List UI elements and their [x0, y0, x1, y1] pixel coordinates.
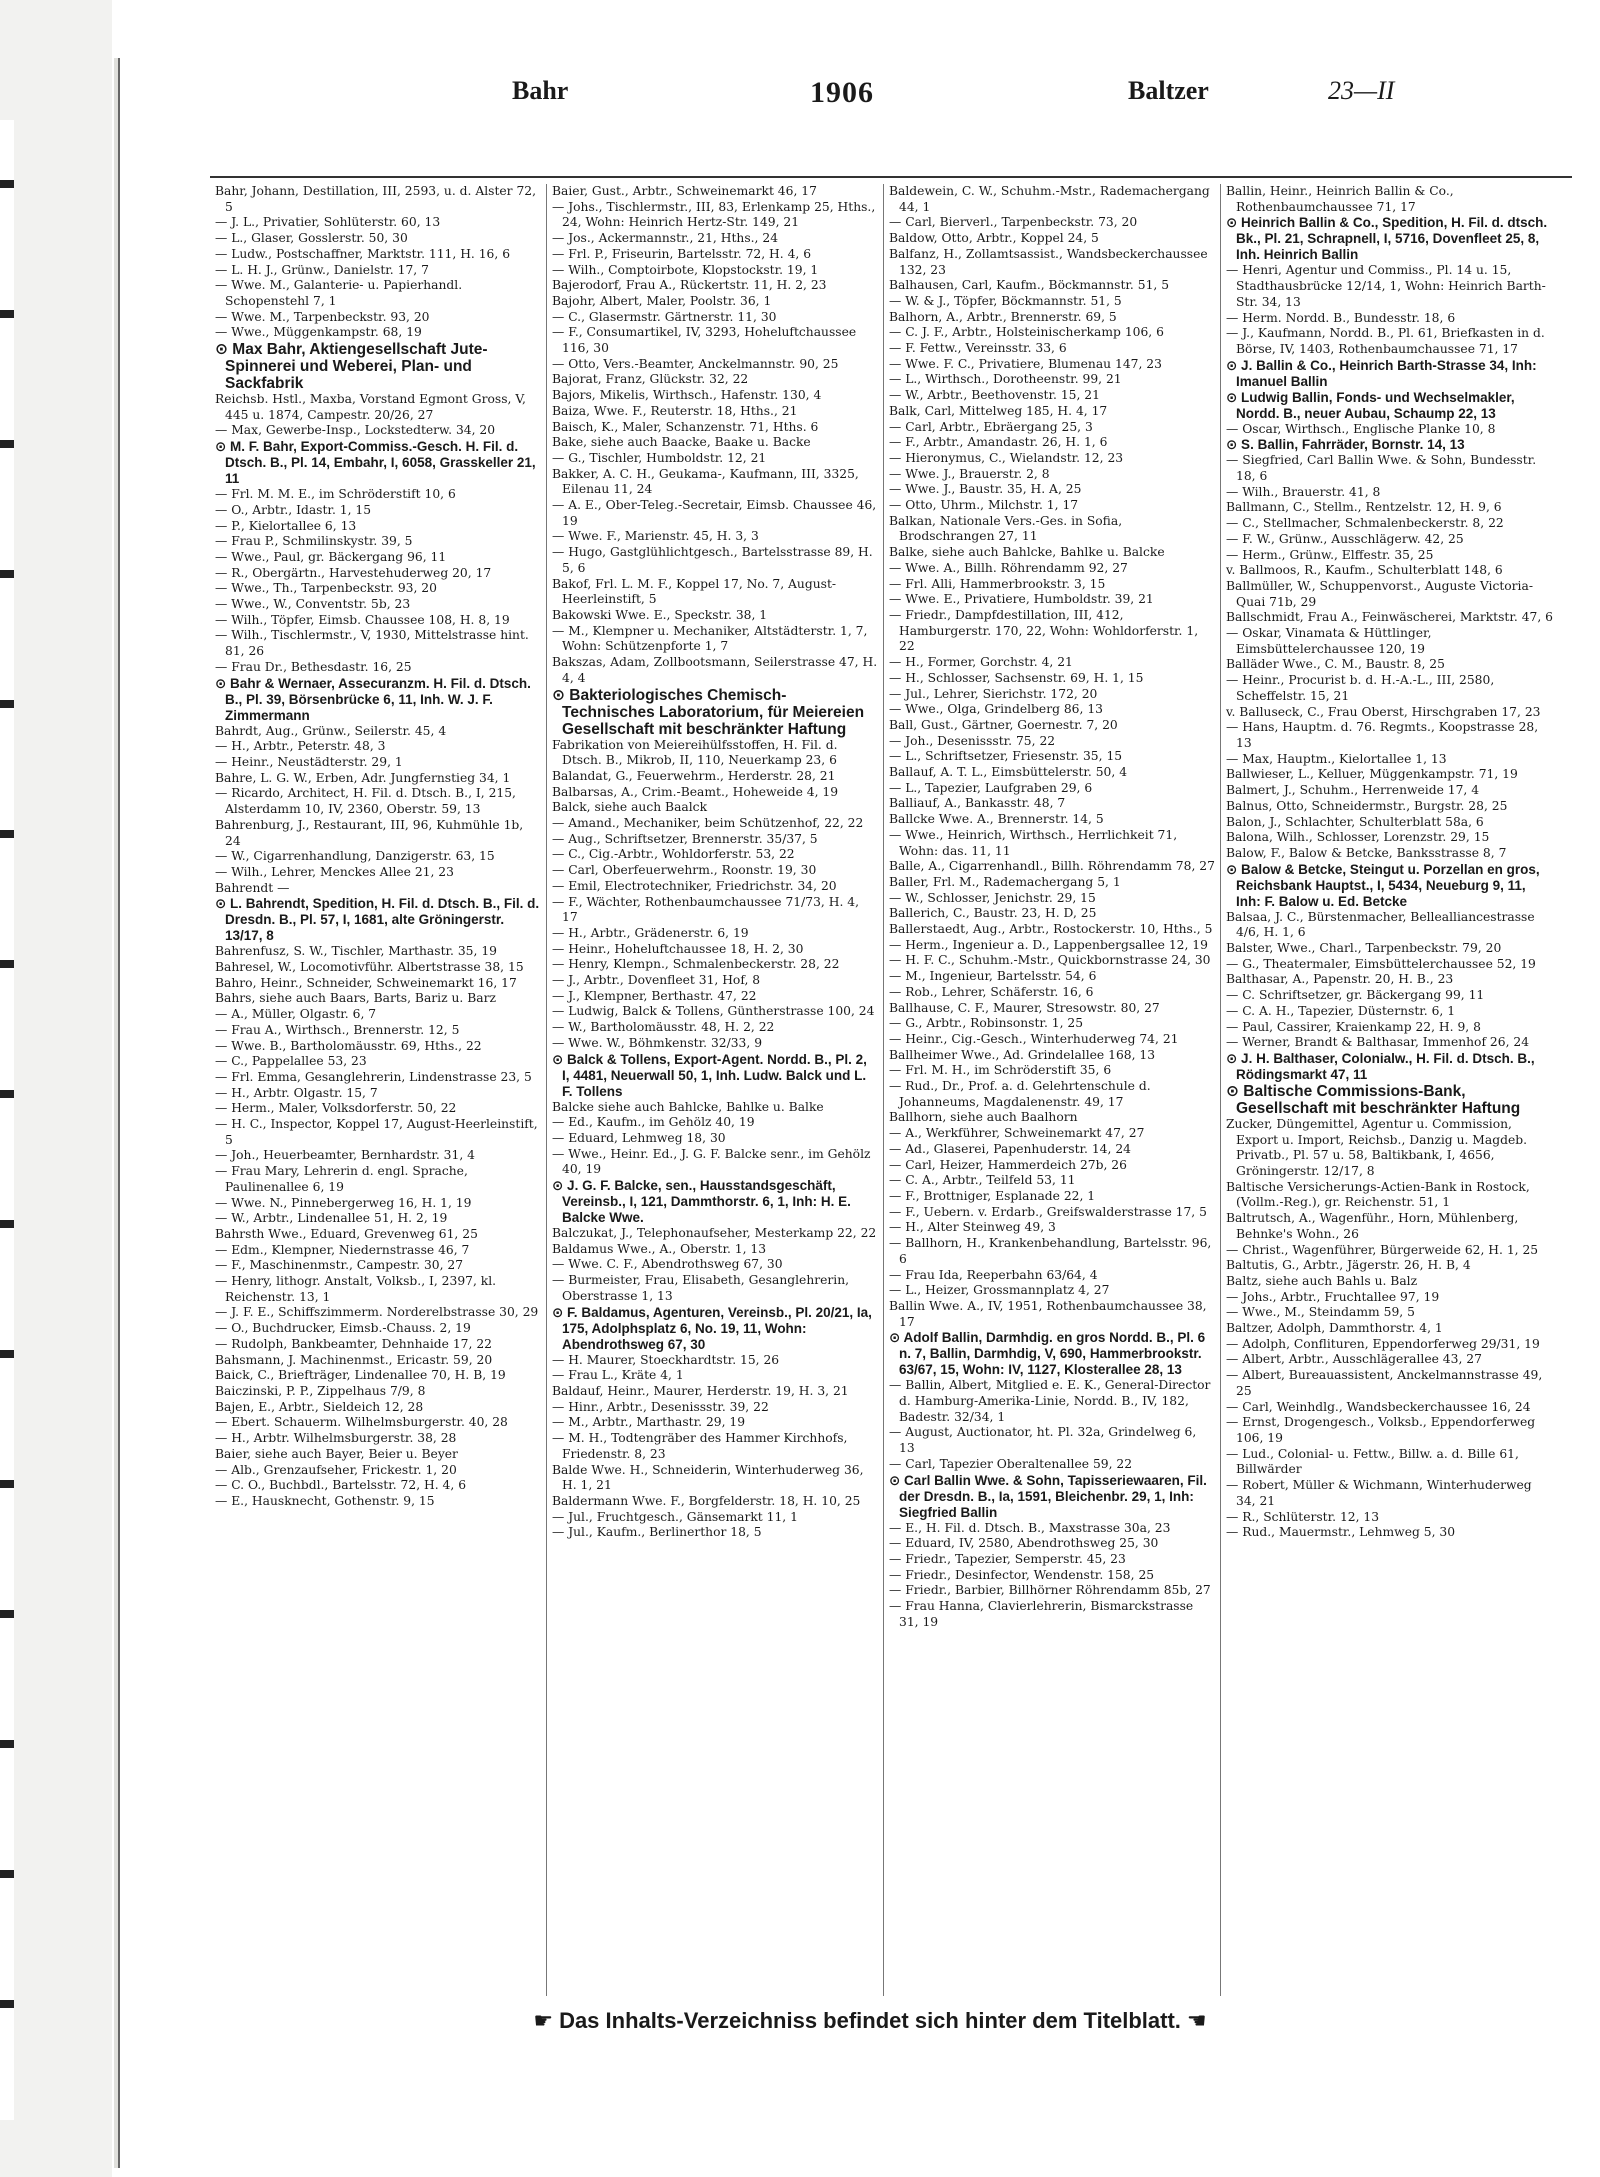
directory-entry: Reichsb. Hstl., Maxba, Vorstand Egmont Gross, V, 445 u. 1874, Campestr. 20/26, 27 [215, 392, 526, 422]
scan-margin [0, 0, 112, 2177]
directory-entry: ⊙ F. Baldamus, Agenturen, Vereinsb., Pl. 20/21, Ia, 175, Adolphsplatz 6, No. 19, 11, Wohn: Abendrothsweg 67, 30 [552, 1304, 872, 1352]
directory-entry: — Carl, Oberfeuerwehrm., Roonstr. 19, 30 [552, 863, 817, 878]
directory-entry: Ballerstaedt, Aug., Arbtr., Rostockerstr. 10, Hths., 5 [889, 922, 1213, 937]
directory-entry: — Burmeister, Frau, Elisabeth, Gesanglehrerin, Oberstrasse 1, 13 [552, 1273, 850, 1303]
directory-entry: — H., Former, Gorchstr. 4, 21 [889, 655, 1073, 670]
directory-entry: Balkan, Nationale Vers.-Ges. in Sofia, Brodschrangen 27, 11 [889, 513, 1123, 544]
directory-entry: — Herm., Maler, Volksdorferstr. 50, 22 [215, 1101, 457, 1116]
directory-entry: — F., Consumartikel, IV, 3293, Hoheluftchaussee 116, 30 [552, 325, 857, 356]
directory-entry: — Wwe., Paul, gr. Bäckergang 96, 11 [215, 549, 447, 564]
directory-entry: — W. & J., Töpfer, Böckmannstr. 51, 5 [889, 293, 1122, 308]
directory-entry: — Wwe., Olga, Grindelberg 86, 13 [889, 702, 1103, 717]
directory-entry: Ballmann, C., Stellm., Rentzelstr. 12, H. 9, 6 [1226, 500, 1502, 515]
directory-entry: Balfanz, H., Zollamtsassist., Wandsbeckerchaussee 132, 23 [889, 246, 1208, 277]
directory-entry: Bajerodorf, Frau A., Rückertstr. 11, H. 2, 23 [552, 278, 827, 293]
directory-entry: — Eduard, Lehmweg 18, 30 [552, 1130, 726, 1145]
directory-entry: — Ballhorn, H., Krankenbehandlung, Bartelsstr. 96, 6 [889, 1236, 1212, 1266]
directory-entry: Balcke siehe auch Bahlcke, Bahlke u. Balke [552, 1099, 824, 1114]
directory-entry: — L., Schriftsetzer, Friesenstr. 35, 15 [889, 749, 1123, 764]
directory-entry: — Oscar, Wirthsch., Englische Planke 10, 8 [1226, 421, 1496, 436]
column-4 [1221, 184, 1558, 1996]
directory-entry: — W., Bartholomäusstr. 48, H. 2, 22 [552, 1020, 775, 1035]
directory-entry: — C., Pappelallee 53, 23 [215, 1054, 367, 1069]
directory-entry: — Frau A., Wirthsch., Brennerstr. 12, 5 [215, 1022, 460, 1037]
directory-entry: Bahrendt — [215, 880, 290, 895]
directory-entry: Ballmüller, W., Schuppenvorst., Auguste Victoria-Quai 71b, 29 [1226, 578, 1533, 609]
directory-entry: — H. F. C., Schuhm.-Mstr., Quickbornstrasse 24, 30 [889, 953, 1211, 968]
header-rule [210, 176, 1572, 178]
directory-entry: — O., Arbtr., Idastr. 1, 15 [215, 502, 372, 517]
directory-entry: — L., Glaser, Gosslerstr. 50, 30 [215, 231, 408, 246]
directory-entry: Bake, siehe auch Baacke, Baake u. Backe [552, 435, 811, 450]
directory-entry: — C., Stellmacher, Schmalenbeckerstr. 8, 22 [1226, 516, 1504, 531]
directory-entry: — P., Kielortallee 6, 13 [215, 518, 357, 533]
directory-entry: Baldauf, Heinr., Maurer, Herderstr. 19, H. 3, 21 [552, 1384, 849, 1398]
directory-entry: — L., Tapezier, Laufgraben 29, 6 [889, 780, 1093, 795]
directory-entry: Bajohr, Albert, Maler, Poolstr. 36, 1 [552, 293, 772, 308]
directory-entry: — Wwe. M., Galanterie- u. Papierhandl. Schopenstehl 7, 1 [215, 278, 463, 308]
directory-entry: — H. Maurer, Stoeckhardtstr. 15, 26 [552, 1352, 780, 1367]
directory-entry: — Jul., Kaufm., Berlinerthor 18, 5 [552, 1525, 762, 1540]
directory-entry: Balliauf, A., Bankasstr. 48, 7 [889, 796, 1066, 811]
directory-entry: — Heinr., Neustädterstr. 29, 1 [215, 754, 403, 769]
directory-entry: — Wwe., Th., Tarpenbeckstr. 93, 20 [215, 581, 437, 596]
directory-entry: — Herm., Ingenieur a. D., Lappenbergsallee 12, 19 [889, 937, 1208, 952]
directory-entry: — G., Arbtr., Robinsonstr. 1, 25 [889, 1016, 1084, 1031]
directory-entry: — F., Brottniger, Esplanade 22, 1 [889, 1189, 1096, 1203]
directory-entry: — Wilh., Comptoirbote, Klopstockstr. 19, 1 [552, 262, 819, 277]
footer-text: Das Inhalts-Verzeichniss befindet sich hinter dem Titelblatt. [559, 2008, 1181, 2033]
directory-entry: Balnus, Otto, Schneidermstr., Burgstr. 28, 25 [1226, 798, 1508, 813]
directory-entry: — Wwe., M., Steindamm 59, 5 [1226, 1305, 1415, 1320]
directory-entry: — H. C., Inspector, Koppel 17, August-Heerleinstift, 5 [215, 1117, 538, 1147]
directory-entry: — M., Klempner u. Mechaniker, Altstädterstr. 1, 7, Wohn: Schützenpforte 1, 7 [552, 623, 868, 654]
directory-entry: ⊙ L. Bahrendt, Spedition, H. Fil. d. Dtsch. B., Fil. d. Dresdn. B., Pl. 57, I, 1681, alte Gröningerstr. 13/17, 8 [215, 896, 540, 944]
directory-entry: Bakowski Wwe. E., Speckstr. 38, 1 [552, 607, 768, 622]
directory-entry: Bakszas, Adam, Zollbootsmann, Seilerstrasse 47, H. 4, 4 [552, 655, 878, 685]
directory-entry: Bahrs, siehe auch Baars, Barts, Bariz u. Barz [215, 991, 496, 1006]
directory-entry: Balona, Wilh., Schlosser, Lorenzstr. 29, 15 [1226, 830, 1490, 845]
directory-entry: — H., Arbtr., Peterstr. 48, 3 [215, 739, 386, 754]
directory-entry: — Friedr., Barbier, Billhörner Röhrendamm 85b, 27 [889, 1583, 1211, 1598]
directory-entry: — Otto, Vers.-Beamter, Anckelmannstr. 90, 25 [552, 356, 839, 371]
directory-entry: Ballschmidt, Frau A., Feinwäscherei, Marktstr. 47, 6 [1226, 610, 1553, 625]
directory-entry: — Hans, Hauptm. d. 76. Regmts., Koopstrasse 28, 13 [1226, 720, 1539, 750]
directory-entry: — C. A., Arbtr., Teilfeld 53, 11 [889, 1173, 1076, 1188]
directory-entry: Zucker, Düngemittel, Agentur u. Commission, Export u. Import, Reichsb., Danzig u. Magdeb. Privatb., Pl. 57 u. 58, Baltikbank, I, 4656, Gröningerstr. 12/17, 8 [1226, 1116, 1528, 1179]
directory-entry: — Ludwig, Balck & Tollens, Güntherstrasse 100, 24 [552, 1004, 875, 1019]
directory-entry: — A., Müller, Olgastr. 6, 7 [215, 1007, 377, 1022]
directory-entry: — Wwe., W., Conventstr. 5b, 23 [215, 597, 411, 612]
directory-entry: — Carl, Bierverl., Tarpenbeckstr. 73, 20 [889, 215, 1138, 230]
directory-entry: — Wwe. F., Marienstr. 45, H. 3, 3 [552, 529, 759, 544]
directory-entry: — Oskar, Vinamata & Hüttlinger, Eimsbüttelerchaussee 120, 19 [1226, 626, 1432, 656]
directory-entry: ⊙ Heinrich Ballin & Co., Spedition, H. Fil. d. dtsch. Bk., Pl. 21, Schrapnell, I, 5716, Dovenfleet 25, 8, Inh. Heinrich Ballin [1226, 215, 1548, 263]
directory-entry: Bakker, A. C. H., Geukama-, Kaufmann, III, 3325, Eilenau 11, 24 [552, 466, 859, 497]
directory-columns [210, 184, 1574, 1996]
directory-entry: Baisch, K., Maler, Schanzenstr. 71, Hths. 6 [552, 419, 819, 434]
directory-entry: — W., Schlosser, Jenichstr. 29, 15 [889, 890, 1096, 905]
directory-entry: Balhausen, Carl, Kaufm., Böckmannstr. 51, 5 [889, 278, 1170, 293]
directory-entry: — H., Schlosser, Sachsenstr. 69, H. 1, 15 [889, 670, 1144, 685]
directory-entry: v. Ballmoos, R., Kaufm., Schulterblatt 148, 6 [1226, 563, 1503, 578]
directory-entry: — Wwe. W., Böhmkenstr. 32/33, 9 [552, 1035, 763, 1050]
directory-entry: Balon, J., Schlachter, Schulterblatt 58a, 6 [1226, 814, 1484, 829]
directory-entry: — L., Wirthsch., Dorotheenstr. 99, 21 [889, 372, 1122, 387]
directory-entry: — Heinr., Procurist b. d. H.-A.-L., III, 2580, Scheffelstr. 15, 21 [1226, 673, 1495, 703]
directory-entry: Baldamus Wwe., A., Oberstr. 1, 13 [552, 1241, 767, 1256]
directory-entry: — Hinr., Arbtr., Desenissstr. 39, 22 [552, 1399, 769, 1414]
directory-entry: — Henry, Klempn., Schmalenbeckerstr. 28, 22 [552, 957, 840, 972]
directory-entry: Ballheimer Wwe., Ad. Grindelallee 168, 13 [889, 1047, 1156, 1062]
directory-entry: Balle, A., Cigarrenhandl., Billh. Röhrendamm 78, 27 [889, 859, 1215, 874]
directory-entry: — Wwe. E., Privatiere, Humboldstr. 39, 21 [889, 592, 1154, 607]
directory-entry: — H., Alter Steinweg 49, 3 [889, 1220, 1056, 1235]
directory-entry: Bajen, E., Arbtr., Sieldeich 12, 28 [215, 1399, 424, 1414]
directory-entry: ⊙ J. Ballin & Co., Heinrich Barth-Strasse 34, Inh: Imanuel Ballin [1226, 357, 1537, 389]
directory-entry: Ballhorn, siehe auch Baalhorn [889, 1110, 1078, 1125]
directory-entry: — F., Wächter, Rothenbaumchaussee 71/73, H. 4, 17 [552, 894, 859, 925]
directory-entry: Baldow, Otto, Arbtr., Koppel 24, 5 [889, 231, 1099, 246]
pointing-hand-left-icon: ☚ [1186, 2008, 1207, 2033]
directory-entry: — Jul., Lehrer, Sierichstr. 172, 20 [889, 686, 1098, 701]
directory-entry: Baiza, Wwe. F., Reuterstr. 18, Hths., 21 [552, 403, 798, 418]
directory-entry: — Ballin, Albert, Mitglied e. E. K., General-Director d. Hamburg-Amerika-Linie, Nordd. B., IV, 182, Badestr. 32/34, 1 [889, 1378, 1211, 1424]
binding-marks [0, 120, 14, 2120]
directory-entry: Bajorat, Franz, Glückstr. 32, 22 [552, 372, 749, 387]
directory-entry: — Albert, Bureauassistent, Anckelmannstrasse 49, 25 [1226, 1368, 1543, 1398]
directory-entry: — Paul, Cassirer, Kraienkamp 22, H. 9, 8 [1226, 1019, 1481, 1034]
directory-entry: Balsaa, J. C., Bürstenmacher, Bellealliancestrasse 4/6, H. 1, 6 [1226, 909, 1535, 940]
column-2 [547, 184, 884, 1996]
directory-entry: ⊙ J. H. Balthaser, Colonialw., H. Fil. d. Dtsch. B., Rödingsmarkt 47, 11 [1226, 1050, 1535, 1082]
directory-entry: Ballin Wwe. A., IV, 1951, Rothenbaumchaussee 38, 17 [889, 1298, 1207, 1329]
directory-entry: Ballhause, C. F., Maurer, Stresowstr. 80, 27 [889, 1000, 1160, 1015]
directory-entry: Bahrenfusz, S. W., Tischler, Marthastr. 35, 19 [215, 944, 497, 959]
directory-entry: — Ernst, Drogengesch., Volksb., Eppendorferweg 106, 19 [1226, 1415, 1536, 1445]
directory-entry: — Ludw., Postschaffner, Marktstr. 111, H. 16, 6 [215, 246, 511, 261]
footer-note [470, 2008, 1270, 2034]
directory-entry: — Ad., Glaserei, Papenhuderstr. 14, 24 [889, 1141, 1131, 1156]
directory-entry: ⊙ Adolf Ballin, Darmhdig. en gros Nordd. B., Pl. 6 n. 7, Ballin, Darmhdig, V, 690, Hammerbrookstr. 63/67, 15, Wohn: IV, 1127, Klosterallee 28, 13 [889, 1330, 1206, 1378]
directory-entry: ⊙ M. F. Bahr, Export-Commiss.-Gesch. H. Fil. d. Dtsch. B., Pl. 14, Embahr, I, 6058, Grasskeller 21, 11 [215, 439, 536, 487]
directory-entry: Balthasar, A., Papenstr. 20, H. B., 23 [1226, 972, 1454, 987]
directory-entry: — Wwe. F. C., Privatiere, Blumenau 147, 23 [889, 356, 1162, 371]
directory-entry: ⊙ J. G. F. Balcke, sen., Hausstandsgeschäft, Vereinsb., I, 121, Dammthorstr. 6, 1, Inh: H. E. Balcke Wwe. [552, 1178, 851, 1226]
directory-entry: — G., Theatermaler, Eimsbüttelerchaussee 52, 19 [1226, 956, 1536, 971]
directory-entry: ⊙ Ludwig Ballin, Fonds- und Wechselmakler, Nordd. B., neuer Aubau, Schaump 22, 13 [1226, 389, 1515, 421]
directory-entry: v. Balluseck, C., Frau Oberst, Hirschgraben 17, 23 [1226, 704, 1541, 719]
page-number: 23—II [1328, 76, 1395, 105]
directory-entry: Bahresel, W., Locomotivführ. Albertstrasse 38, 15 [215, 960, 524, 975]
directory-entry: — Hugo, Gastglühlichtgesch., Bartelsstrasse 89, H. 5, 6 [552, 545, 873, 575]
directory-entry: — Herm. Nordd. B., Bundesstr. 18, 6 [1226, 310, 1456, 325]
directory-entry: — Johs., Tischlermstr., III, 83, Erlenkamp 25, Hths., 24, Wohn: Heinrich Hertz-Str. 149, 21 [552, 199, 876, 230]
directory-entry: Baltutis, G., Arbtr., Jägerstr. 26, H. B, 4 [1226, 1258, 1471, 1273]
directory-entry: — Johs., Arbtr., Fruchtallee 97, 19 [1226, 1289, 1440, 1304]
column-3 [884, 184, 1221, 1996]
directory-entry: Balhorn, A., Arbtr., Brennerstr. 69, 5 [889, 309, 1117, 324]
directory-entry: Balde Wwe. H., Schneiderin, Winterhuderweg 36, H. 1, 21 [552, 1462, 864, 1493]
directory-entry: — Frl. M. M. E., im Schröderstift 10, 6 [215, 487, 456, 502]
directory-entry: Baldewein, C. W., Schuhm.-Mstr., Rademachergang 44, 1 [889, 184, 1210, 214]
directory-entry: — Wwe., Heinr. Ed., J. G. F. Balcke senr., im Gehölz 40, 19 [552, 1146, 871, 1177]
directory-entry: Ballin, Heinr., Heinrich Ballin & Co., Rothenbaumchaussee 71, 17 [1226, 184, 1454, 214]
directory-entry: Balck, siehe auch Baalck [552, 800, 708, 815]
directory-entry: Ballauf, A. T. L., Eimsbüttelerstr. 50, 4 [889, 765, 1128, 780]
directory-entry: — J., Arbtr., Dovenfleet 31, Hof, 8 [552, 973, 761, 988]
directory-entry: — Carl, Tapezier Oberaltenallee 59, 22 [889, 1456, 1133, 1471]
directory-entry: — Adolph, Conflituren, Eppendorferweg 29/31, 19 [1226, 1336, 1540, 1351]
directory-entry: — J., Kaufmann, Nordd. B., Pl. 61, Briefkasten in d. Börse, IV, 1403, Rothenbaumchaussee 71, 17 [1226, 326, 1545, 356]
directory-entry: — J. F. E., Schiffszimmerm. Norderelbstrasse 30, 29 [215, 1305, 539, 1320]
directory-entry: — W., Cigarrenhandlung, Danzigerstr. 63, 15 [215, 849, 495, 864]
directory-entry: — Alb., Grenzaufseher, Frickestr. 1, 20 [215, 1462, 457, 1477]
directory-entry: — Wwe. C. F., Abendrothsweg 67, 30 [552, 1257, 783, 1272]
directory-entry: Balmert, J., Schuhm., Herrenweide 17, 4 [1226, 783, 1480, 798]
directory-entry: — Jos., Ackermannstr., 21, Hths., 24 [552, 231, 779, 246]
directory-entry: — H., Arbtr. Olgastr. 15, 7 [215, 1085, 378, 1100]
directory-entry: Baier, Gust., Arbtr., Schweinemarkt 46, 17 [552, 184, 817, 198]
directory-entry: — C. J. F., Arbtr., Holsteinischerkamp 106, 6 [889, 325, 1164, 340]
directory-entry: Balandat, G., Feuerwehrm., Herderstr. 28, 21 [552, 768, 836, 783]
directory-entry: — Max, Hauptm., Kielortallee 1, 13 [1226, 751, 1447, 766]
directory-entry: — Frl. Emma, Gesanglehrerin, Lindenstrasse 23, 5 [215, 1069, 532, 1084]
directory-entry: — C. O., Buchbdl., Bartelsstr. 72, H. 4, 6 [215, 1478, 467, 1493]
directory-entry: — W., Arbtr., Beethovenstr. 15, 21 [889, 388, 1100, 403]
directory-entry: Balläder Wwe., C. M., Baustr. 8, 25 [1226, 657, 1445, 672]
directory-entry: — Wwe., Müggenkampstr. 68, 19 [215, 325, 422, 340]
directory-entry: — Jul., Fruchtgesch., Gänsemarkt 11, 1 [552, 1509, 798, 1524]
directory-entry: — Frau Hanna, Clavierlehrerin, Bismarckstrasse 31, 19 [889, 1599, 1194, 1629]
directory-entry: — L. H. J., Grünw., Danielstr. 17, 7 [215, 262, 429, 277]
directory-entry: — Henri, Agentur und Commiss., Pl. 14 u. 15, Stadthausbrücke 12/14, 1, Wohn: Heinrich Barth-Str. 34, 13 [1226, 263, 1546, 309]
directory-entry: Baiczinski, P. P., Zippelhaus 7/9, 8 [215, 1384, 426, 1398]
directory-entry: — Wwe. N., Pinnebergerweg 16, H. 1, 19 [215, 1195, 472, 1210]
directory-entry: — J. L., Privatier, Sohlüterstr. 60, 13 [215, 215, 441, 230]
directory-entry: Bahrenburg, J., Restaurant, III, 96, Kuhmühle 1b, 24 [215, 817, 524, 848]
directory-entry: — Eduard, IV, 2580, Abendrothsweg 25, 30 [889, 1536, 1159, 1551]
directory-entry: Bakof, Frl. L. M. F., Koppel 17, No. 7, August-Heerleinstift, 5 [552, 576, 837, 607]
directory-entry: — Christ., Wagenführer, Bürgerweide 62, H. 1, 25 [1226, 1242, 1539, 1257]
directory-entry: — F. Fettw., Vereinsstr. 33, 6 [889, 341, 1067, 356]
directory-entry: ⊙ Bakteriologisches Chemisch-Technisches Laboratorium, für Meiereien Gesellschaft mit beschränkter Haftung [552, 686, 865, 738]
directory-entry: — Henry, lithogr. Anstalt, Volksb., I, 2397, kl. Reichenstr. 13, 1 [215, 1274, 497, 1304]
directory-entry: — C. Schriftsetzer, gr. Bäckergang 99, 11 [1226, 988, 1485, 1003]
directory-entry: — Friedr., Dampfdestillation, III, 412, Hamburgerstr. 170, 22, Wohn: Wohldorferstr. 1, 22 [889, 607, 1199, 654]
header-year: 1906 [810, 76, 874, 109]
directory-entry: — Otto, Uhrm., Milchstr. 1, 17 [889, 498, 1079, 513]
directory-entry: — Wwe., Heinrich, Wirthsch., Herrlichkeit 71, Wohn: das. 11, 11 [889, 827, 1178, 858]
directory-entry: Ball, Gust., Gärtner, Goernestr. 7, 20 [889, 717, 1118, 732]
directory-entry: — Carl, Arbtr., Ebräergang 25, 3 [889, 419, 1093, 434]
directory-entry: ⊙ Balck & Tollens, Export-Agent. Nordd. B., Pl. 2, I, 4481, Neuerwall 50, 1, Inh. Ludw. Balck und L. F. Tollens [552, 1051, 867, 1099]
directory-entry: — C., Cig.-Arbtr., Wohldorferstr. 53, 22 [552, 847, 795, 862]
directory-entry: — Amand., Mechaniker, beim Schützenhof, 22, 22 [552, 816, 864, 831]
directory-entry: Balczukat, J., Telephonaufseher, Mesterkamp 22, 22 [552, 1226, 877, 1241]
directory-entry: Balk, Carl, Mittelweg 185, H. 4, 17 [889, 403, 1108, 418]
directory-entry: Fabrikation von Meiereihülfsstoffen, H. Fil. d. Dtsch. B., Mikrob, II, 110, Neuerkamp 23, 6 [552, 737, 838, 768]
directory-entry: Baltische Versicherungs-Actien-Bank in Rostock, (Vollm.-Reg.), gr. Reichenstr. 51, 1 [1226, 1179, 1530, 1210]
directory-entry: — Edm., Klempner, Niedernstrasse 46, 7 [215, 1242, 470, 1257]
directory-entry: — Frl. P., Friseurin, Bartelsstr. 72, H. 4, 6 [552, 246, 812, 261]
directory-entry: Balster, Wwe., Charl., Tarpenbeckstr. 79, 20 [1226, 941, 1502, 956]
directory-entry: Balke, siehe auch Bahlcke, Bahlke u. Balcke [889, 545, 1165, 560]
directory-entry: — M. H., Todtengräber des Hammer Kirchhofs, Friedenstr. 8, 23 [552, 1431, 848, 1461]
directory-entry: — Wwe. J., Brauerstr. 2, 8 [889, 466, 1050, 481]
directory-entry: — E., H. Fil. d. Dtsch. B., Maxstrasse 30a, 23 [889, 1520, 1171, 1535]
directory-entry: — Rud., Mauermstr., Lehmweg 5, 30 [1226, 1525, 1456, 1540]
directory-entry: — W., Arbtr., Lindenallee 51, H. 2, 19 [215, 1211, 448, 1226]
column-1 [210, 184, 547, 1996]
directory-entry: — Ed., Kaufm., im Gehölz 40, 19 [552, 1115, 755, 1130]
directory-entry: Baier, siehe auch Bayer, Beier u. Beyer [215, 1446, 458, 1461]
pointing-hand-right-icon: ☛ [533, 2008, 554, 2033]
directory-entry: — F., Maschinenmstr., Campestr. 30, 27 [215, 1258, 464, 1273]
directory-entry: — H., Arbtr. Wilhelmsburgerstr. 38, 28 [215, 1431, 457, 1446]
directory-entry: — Siegfried, Carl Ballin Wwe. & Sohn, Bundesstr. 18, 6 [1226, 453, 1537, 484]
directory-entry: Baller, Frl. M., Rademachergang 5, 1 [889, 874, 1121, 889]
directory-entry: — Wilh., Töpfer, Eimsb. Chaussee 108, H. 8, 19 [215, 612, 510, 627]
header-right-keyword: Baltzer [1128, 76, 1209, 105]
directory-entry: — Wwe. J., Baustr. 35, H. A, 25 [889, 482, 1082, 497]
directory-entry: — Albert, Arbtr., Ausschlägerallee 43, 27 [1226, 1352, 1482, 1367]
directory-entry: ⊙ Carl Ballin Wwe. & Sohn, Tapisseriewaaren, Fil. der Dresdn. B., Ia, 1591, Bleichenbr. 29, 1, Inh: Siegfried Ballin [889, 1472, 1207, 1520]
directory-entry: — Robert, Müller & Wichmann, Winterhuderweg 34, 21 [1226, 1478, 1532, 1508]
directory-entry: — C., Glasermstr. Gärtnerstr. 11, 30 [552, 309, 777, 324]
directory-entry: Bajors, Mikelis, Wirthsch., Hafenstr. 130, 4 [552, 388, 822, 403]
directory-entry: — A. E., Ober-Teleg.-Secretair, Eimsb. Chaussee 46, 19 [552, 498, 877, 528]
directory-entry: Bahrdt, Aug., Grünw., Seilerstr. 45, 4 [215, 723, 447, 738]
directory-entry: — Werner, Brandt & Balthasar, Immenhof 26, 24 [1226, 1035, 1530, 1050]
directory-entry: Bahrsth Wwe., Eduard, Grevenweg 61, 25 [215, 1226, 478, 1241]
directory-entry: Bahre, L. G. W., Erben, Adr. Jungfernstieg 34, 1 [215, 770, 511, 785]
directory-entry: ⊙ Max Bahr, Aktiengesellschaft Jute-Spinnerei und Weberei, Plan- und Sackfabrik [215, 341, 488, 393]
directory-entry: Baltzer, Adolph, Dammthorstr. 4, 1 [1226, 1321, 1443, 1336]
directory-entry: ⊙ S. Ballin, Fahrräder, Bornstr. 14, 13 [1226, 437, 1465, 453]
page-header [118, 76, 1588, 122]
directory-entry: Balbarsas, A., Crim.-Beamt., Hoheweide 4, 19 [552, 784, 839, 799]
directory-entry: — Rob., Lehrer, Schäferstr. 16, 6 [889, 984, 1094, 999]
directory-entry: — O., Buchdrucker, Eimsb.-Chauss. 2, 19 [215, 1321, 471, 1336]
header-left-keyword: Bahr [512, 76, 569, 105]
directory-entry: — Wilh., Lehrer, Menckes Allee 21, 23 [215, 864, 454, 879]
directory-entry: — R., Schlüterstr. 12, 13 [1226, 1509, 1380, 1524]
directory-entry: — J., Klempner, Berthastr. 47, 22 [552, 988, 757, 1003]
directory-entry: — Max, Gewerbe-Insp., Lockstedterw. 34, 20 [215, 423, 496, 438]
directory-entry: — Wwe. A., Billh. Röhrendamm 92, 27 [889, 560, 1128, 575]
directory-entry: — Carl, Weinhdlg., Wandsbeckerchaussee 16, 24 [1226, 1399, 1531, 1414]
directory-entry: — Frau P., Schmilinskystr. 39, 5 [215, 534, 413, 549]
directory-entry: — R., Obergärtn., Harvestehuderweg 20, 17 [215, 565, 492, 580]
directory-entry: — M., Ingenieur, Bartelsstr. 54, 6 [889, 969, 1097, 984]
directory-entry: — Ebert. Schauerm. Wilhelmsburgerstr. 40, 28 [215, 1415, 508, 1430]
directory-entry: ⊙ Balow & Betcke, Steingut u. Porzellan en gros, Reichsbank Hauptst., I, 5434, Neueburg 9, 11, Inh: F. Balow u. Ed. Betcke [1226, 861, 1540, 909]
directory-entry: — C. A. H., Tapezier, Düsternstr. 6, 1 [1226, 1003, 1456, 1018]
directory-entry: — Hieronymus, C., Wielandstr. 12, 23 [889, 450, 1124, 465]
directory-entry: — Heinr., Hoheluftchaussee 18, H. 2, 30 [552, 941, 804, 956]
directory-entry: — Rudolph, Bankbeamter, Dehnhaide 17, 22 [215, 1336, 492, 1351]
directory-entry: Ballerich, C., Baustr. 23, H. D, 25 [889, 906, 1097, 921]
directory-entry: — August, Auctionator, ht. Pl. 32a, Grindelweg 6, 13 [889, 1425, 1197, 1456]
directory-entry: — Lud., Colonial- u. Fettw., Billw. a. d. Bille 61, Billwärder [1226, 1446, 1519, 1477]
directory-entry: Bahsmann, J. Machinenmst., Ericastr. 59, 20 [215, 1352, 493, 1367]
directory-entry: — Emil, Electrotechniker, Friedrichstr. 34, 20 [552, 878, 837, 893]
directory-entry: — Frl. M. H., im Schröderstift 35, 6 [889, 1063, 1112, 1078]
directory-entry: — Friedr., Desinfector, Wendenstr. 158, 25 [889, 1567, 1155, 1582]
directory-entry: — F., Arbtr., Amandastr. 26, H. 1, 6 [889, 435, 1108, 450]
directory-entry: — Ricardo, Architect, H. Fil. d. Dtsch. B., I, 215, Alsterdamm 10, IV, 2360, Oberstr. 59, 13 [215, 786, 516, 817]
directory-entry: — Wwe. B., Bartholomäusstr. 69, Hths., 22 [215, 1038, 482, 1053]
directory-entry: Balow, F., Balow & Betcke, Banksstrasse 8, 7 [1226, 845, 1507, 860]
directory-entry: — Rud., Dr., Prof. a. d. Gelehrtenschule d. Johanneums, Magdalenenstr. 49, 17 [889, 1079, 1151, 1109]
directory-entry: ⊙ Baltische Commissions-Bank, Gesellschaft mit beschränkter Haftung [1226, 1082, 1521, 1117]
directory-entry: — Herm., Grünw., Elffestr. 35, 25 [1226, 547, 1434, 562]
directory-entry: — Frau Ida, Reeperbahn 63/64, 4 [889, 1267, 1098, 1282]
directory-entry: Bahr, Johann, Destillation, III, 2593, u. d. Alster 72, 5 [215, 184, 537, 214]
directory-entry: — Wilh., Tischlermstr., V, 1930, Mittelstrasse hint. 81, 26 [215, 628, 529, 659]
directory-entry: — Frau L., Kräte 4, 1 [552, 1368, 684, 1383]
directory-entry: — A., Werkführer, Schweinemarkt 47, 27 [889, 1126, 1145, 1141]
directory-entry: — G., Tischler, Humboldstr. 12, 21 [552, 450, 767, 465]
directory-entry: Baick, C., Briefträger, Lindenallee 70, H. B, 19 [215, 1368, 506, 1383]
directory-entry: ⊙ Bahr & Wernaer, Assecuranzm. H. Fil. d. Dtsch. B., Pl. 39, Börsenbrücke 6, 11, Inh. W. J. F. Zimmermann [215, 675, 531, 723]
directory-entry: Ballwieser, L., Kelluer, Müggenkampstr. 71, 19 [1226, 767, 1518, 782]
directory-entry: Ballcke Wwe. A., Brennerstr. 14, 5 [889, 812, 1104, 827]
directory-entry: — L., Heizer, Grossmannplatz 4, 27 [889, 1283, 1110, 1298]
directory-entry: Baltz, siehe auch Bahls u. Balz [1226, 1273, 1418, 1288]
directory-entry: — Wilh., Brauerstr. 41, 8 [1226, 484, 1381, 499]
directory-entry: — Wwe. M., Tarpenbeckstr. 93, 20 [215, 309, 430, 324]
directory-entry: — Aug., Schriftsetzer, Brennerstr. 35/37, 5 [552, 831, 818, 846]
directory-entry: — Frau Dr., Bethesdastr. 16, 25 [215, 659, 412, 674]
directory-entry: — H., Arbtr., Grädenerstr. 6, 19 [552, 925, 749, 940]
directory-entry: — Friedr., Tapezier, Semperstr. 45, 23 [889, 1551, 1126, 1566]
directory-entry: — E., Hausknecht, Gothenstr. 9, 15 [215, 1493, 435, 1508]
directory-entry: — Frau Mary, Lehrerin d. engl. Sprache, Paulinenallee 6, 19 [215, 1164, 468, 1194]
directory-entry: Baltrutsch, A., Wagenführ., Horn, Mühlenberg, Behnke's Wohn., 26 [1226, 1211, 1519, 1241]
directory-entry: — M., Arbtr., Marthastr. 29, 19 [552, 1415, 746, 1430]
directory-entry: — Joh., Desenissstr. 75, 22 [889, 733, 1056, 748]
directory-entry: — F., Uebern. v. Erdarb., Greifswalderstrasse 17, 5 [889, 1204, 1207, 1219]
directory-entry: — Frl. Alli, Hammerbrookstr. 3, 15 [889, 576, 1106, 591]
directory-entry: — Heinr., Cig.-Gesch., Winterhuderweg 74, 21 [889, 1031, 1179, 1046]
directory-entry: Baldermann Wwe. F., Borgfelderstr. 18, H. 10, 25 [552, 1493, 861, 1508]
directory-entry: Bahro, Heinr., Schneider, Schweinemarkt 16, 17 [215, 975, 517, 990]
directory-entry: — Carl, Heizer, Hammerdeich 27b, 26 [889, 1157, 1127, 1172]
directory-entry: — Joh., Heuerbeamter, Bernhardstr. 31, 4 [215, 1148, 475, 1163]
directory-entry: — F. W., Grünw., Ausschlägerw. 42, 25 [1226, 531, 1464, 546]
